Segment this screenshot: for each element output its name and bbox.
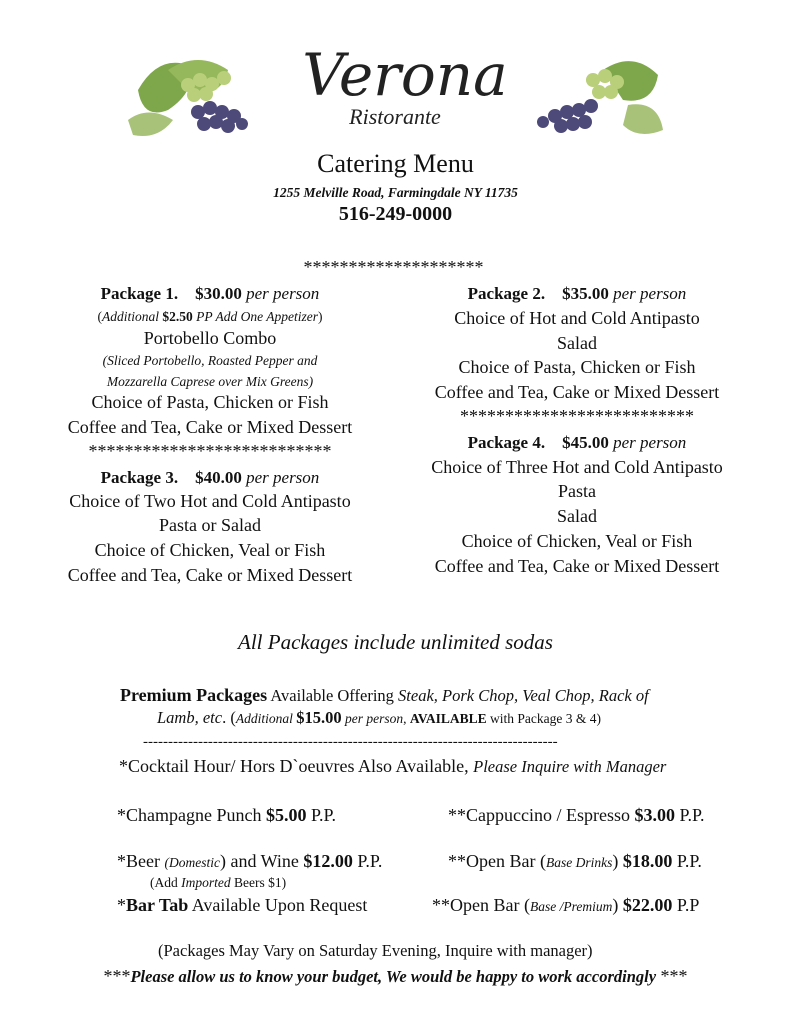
package-1-item: (Sliced Portobello, Roasted Pepper and (102, 353, 318, 368)
premium-line-1: Premium Packages Available Offering Steak, Pork Chop, Veal Chop, Rack of (120, 685, 649, 705)
package-4-item: Coffee and Tea, Cake or Mixed Dessert (434, 556, 720, 576)
package-3-item: Choice of Two Hot and Cold Antipasto (69, 491, 351, 511)
package-2-heading: Package 2. $35.00 per person (467, 284, 687, 303)
divider-stars: ************************** (460, 406, 694, 426)
address: 1255 Melville Road, Farmingdale NY 11735 (273, 185, 518, 200)
divider-stars: *************************** (88, 441, 332, 461)
grapes-right-icon (533, 50, 665, 142)
package-1-item: Portobello Combo (143, 328, 277, 348)
dashed-divider: ----------------------------------------------------------------------------------- (143, 734, 558, 750)
sodas-note: All Packages include unlimited sodas (238, 630, 553, 654)
saturday-note: (Packages May Vary on Saturday Evening, Inquire with manager) (158, 941, 593, 960)
package-3-item: Choice of Chicken, Veal or Fish (94, 540, 326, 560)
beer-note: (Add Imported Beers $1) (150, 875, 287, 890)
package-1-item: Mozzarella Caprese over Mix Greens) (106, 374, 314, 389)
package-3-item: Pasta or Salad (159, 515, 261, 535)
package-4-item: Choice of Chicken, Veal or Fish (461, 531, 693, 551)
package-1-heading: Package 1. $30.00 per person (100, 284, 320, 303)
package-2-item: Coffee and Tea, Cake or Mixed Dessert (434, 382, 720, 402)
package-1-note: (Additional $2.50 PP Add One Appetizer) (97, 309, 323, 324)
package-1-item: Choice of Pasta, Chicken or Fish (91, 392, 329, 412)
package-3-heading: Package 3. $40.00 per person (100, 468, 320, 487)
page-title: Catering Menu (317, 149, 474, 178)
cocktail-note: *Cocktail Hour/ Hors D`oeuvres Also Available, Please Inquire with Manager (119, 756, 667, 776)
package-2-item: Choice of Hot and Cold Antipasto (454, 308, 700, 328)
package-2-item: Salad (557, 333, 597, 353)
package-2-item: Choice of Pasta, Chicken or Fish (458, 357, 696, 377)
package-3-item: Coffee and Tea, Cake or Mixed Dessert (67, 565, 353, 585)
open-bar-premium: **Open Bar (Base /Premium) $22.00 P.P (432, 895, 700, 915)
package-4-item: Pasta (558, 481, 596, 501)
beer-and-wine: *Beer (Domestic) and Wine $12.00 P.P. (117, 851, 383, 871)
open-bar-base: **Open Bar (Base Drinks) $18.00 P.P. (448, 851, 702, 871)
budget-note: ***Please allow us to know your budget, We would be happy to work accordingly *** (103, 966, 688, 986)
package-4-item: Choice of Three Hot and Cold Antipasto (431, 457, 723, 477)
phone: 516-249-0000 (338, 203, 453, 225)
divider-stars: ******************** (303, 257, 484, 277)
logo-name: Verona (302, 41, 508, 109)
package-4-item: Salad (557, 506, 597, 526)
logo-subtitle: Ristorante (349, 104, 441, 129)
grapes-left-icon (128, 50, 260, 142)
bar-tab: *Bar Tab Available Upon Request (117, 895, 368, 915)
premium-line-2: Lamb, etc. (Additional $15.00 per person, AVAILABLE with Package 3 & 4) (157, 708, 601, 727)
package-4-heading: Package 4. $45.00 per person (467, 433, 687, 452)
champagne-punch: *Champagne Punch $5.00 P.P. (117, 805, 337, 825)
cappuccino-espresso: **Cappuccino / Espresso $3.00 P.P. (448, 805, 705, 825)
package-1-item: Coffee and Tea, Cake or Mixed Dessert (67, 417, 353, 437)
